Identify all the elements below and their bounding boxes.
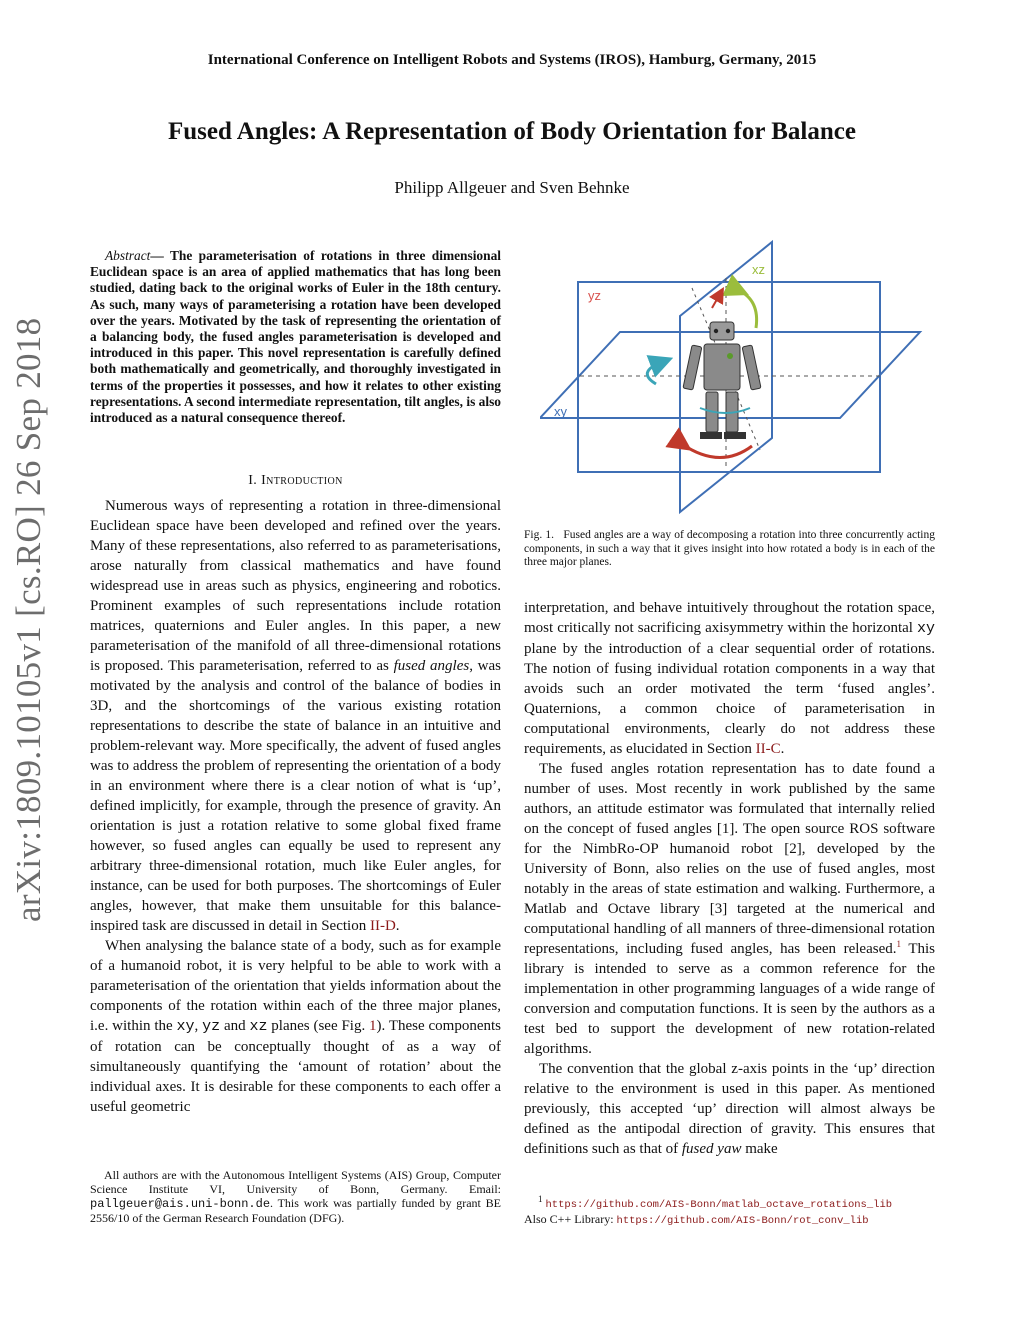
matlab-lib-url[interactable]: https://github.com/AIS-Bonn/matlab_octave_rotations_lib xyxy=(545,1199,893,1211)
figure-1-caption xyxy=(524,529,935,570)
paper-authors: Philipp Allgeuer and Sven Behnke xyxy=(394,178,630,197)
footnote-ref-link[interactable]: 1 xyxy=(896,939,901,949)
caption-label: Fig. 1. xyxy=(524,529,554,541)
abstract-text: — The parameterisation of rotations in three dimensional Euclidean space is an area of applied mathematics that has long been studied, dating back to the original works of Euler in the 18th century. As such, many ways of parameterising a rotation have been developed over the years. Motivated by the task of representing the orientation of a balancing body, the fused angles parameterisation is developed and introduced in this paper. This novel representation is carefully defined both mathematically and geometrically, and thoroughly investigated in terms of the properties it possesses, and how it relates to other existing representations. A second intermediate representation, tilt angles, is also introduced as a natural consequence thereof. xyxy=(90,248,501,426)
plane-label-xz: xz xyxy=(752,262,765,277)
fused-yaw-emphasis: fused yaw xyxy=(681,1141,742,1157)
robot-illustration xyxy=(683,322,761,439)
section-heading-introduction xyxy=(90,473,501,489)
abstract-label: Abstract xyxy=(105,248,151,263)
plane-label-xy: xy xyxy=(554,404,567,419)
right-paragraph-2: The fused angles rotation representation has to date found a number of uses. Most recently in work published by the same authors, an attitude estimator was formulated that internally relied on the concept of fused angles [1]. The open source ROS software for the NimbRo-OP humanoid robot [2], developed by the University of Bonn, also relies on the use of fused angles, most notably in the areas of state estimation and walking. Furthermore, a Matlab and Octave library [3] targeted at the numerical and computational handling of all manners of three-dimensional rotation representations, including fused angles, has been released.$^1$ This library is intended to serve as a common reference for the implementation in other programming languages of a wide range of conversion and computation functions. It is seen by the authors as a test bed to support the development of new rotation-related algorithms. xyxy=(524,761,935,1057)
fused-yaw-arrow-icon xyxy=(682,444,752,458)
cpp-lib-label: Also C++ Library: xyxy=(524,1212,617,1226)
footnote-number: 1 xyxy=(538,1194,543,1204)
url-footnote xyxy=(524,1196,935,1228)
figure-1-fused-angles-diagram xyxy=(540,238,940,518)
fused-angles-emphasis: fused angles xyxy=(393,658,470,674)
paper-title: Fused Angles: A Representation of Body Orientation for Balance xyxy=(168,118,856,145)
right-paragraph-3: The convention that the global z-axis points in the ‘up’ direction relative to the environment is used in this paper. As mentioned previously, this accepted ‘up’ direction will almost always be defined as the antipodal direction of gravity. This ensures that definitions such as that of fused yaw make xyxy=(524,1061,935,1157)
right-paragraph-1: interpretation, and behave intuitively throughout the rotation space, most critically not sacrificing axisymmetry within the horizontal xy plane by the introduction of a clear sequential order of rotations. The notion of fusing individual rotation components in a way that avoids such an order motivated the term ‘fused angles’. Quaternions, a common choice of parameterisation in computational environments, clearly do not address these requirements, as elucidated in Section II-C. xyxy=(524,600,935,757)
plane-label-yz: yz xyxy=(588,288,601,303)
xz-rotation-arrow-icon xyxy=(738,290,757,328)
section-title: Introduction xyxy=(261,473,343,488)
abstract xyxy=(90,248,501,426)
author-footnote: All authors are with the Autonomous Intelligent Systems (AIS) Group, Computer Science Institute VI, University of Bonn, Germany. Email: pallgeuer@ais.uni-bonn.de. This work was partially funded by grant BE 2556/10 of the German Research Foundation (DFG). xyxy=(90,1168,501,1225)
section-ref-link[interactable]: II-D xyxy=(369,918,396,934)
intro-paragraph-2: When analysing the balance state of a body, such as for example of a humanoid robot, it is very helpful to be able to work with a parameterisation of the orientation that yields information about the components of the rotation within each of the three major planes, i.e. within the xy, yz and xz planes (see Fig. 1). These components of rotation can be conceptually thought of as a way of simultaneously quantifying the ‘amount of rotation’ about the individual axes. It is desirable for these components to each offer a useful geometric xyxy=(90,938,501,1115)
cpp-lib-url[interactable]: https://github.com/AIS-Bonn/rot_conv_lib xyxy=(616,1215,869,1227)
arxiv-stamp: arXiv:1809.10105v1 [cs.RO] 26 Sep 2018 xyxy=(9,317,48,922)
figure-ref-link[interactable]: 1 xyxy=(369,1018,377,1034)
intro-paragraph-1: Numerous ways of representing a rotation in three-dimensional Euclidean space have been developed and refined over the years. Many of these representations, also referred to as parameterisations, arose naturally from classical mathematics and have found widespread use in areas such as physics, engineering and robotics. Prominent examples of such representations include rotation matrices, quaternions and Euler angles. In this paper, a new parameterisation of the manifold of all three-dimensional rotations is proposed. This parameterisation, referred to as fused angles, was motivated by the analysis and control of the balance of bodies in 3D, and the shortcomings of the various existing rotation representations to describe the state of balance in an intuitive and problem-relevant way. More specifically, the advent of fused angles was to address the problem of representing the orientation of a body in an environment where there is a clear notion of what is ‘up’, defined implicitly, for example, through the presence of gravity. An orientation is just a rotation relative to some global fixed frame however, so fused angles can equally be used to represent any arbitrary three-dimensional rotation, much like Euler angles, for instance, can be used for both purposes. The shortcomings of Euler angles, however, that make them unsuitable for this balance-inspired task are discussed in detail in Section II-D. xyxy=(90,498,502,934)
left-column xyxy=(90,496,501,1117)
section-number: I. xyxy=(248,473,258,488)
conference-header: International Conference on Intelligent Robots and Systems (IROS), Hamburg, Germany, 2015 xyxy=(207,52,817,68)
author-email[interactable]: pallgeuer@ais.uni-bonn.de xyxy=(90,1197,271,1211)
xy-rotation-arrow-icon xyxy=(647,362,662,384)
yz-rotation-arrow-icon xyxy=(712,294,720,308)
caption-text: Fused angles are a way of decomposing a rotation into three concurrently acting components, in such a way that it gives insight into how rotated a body is in each of the three major planes. xyxy=(524,529,936,569)
right-column xyxy=(524,598,935,1159)
section-ref-link-2[interactable]: II-C xyxy=(755,741,781,757)
